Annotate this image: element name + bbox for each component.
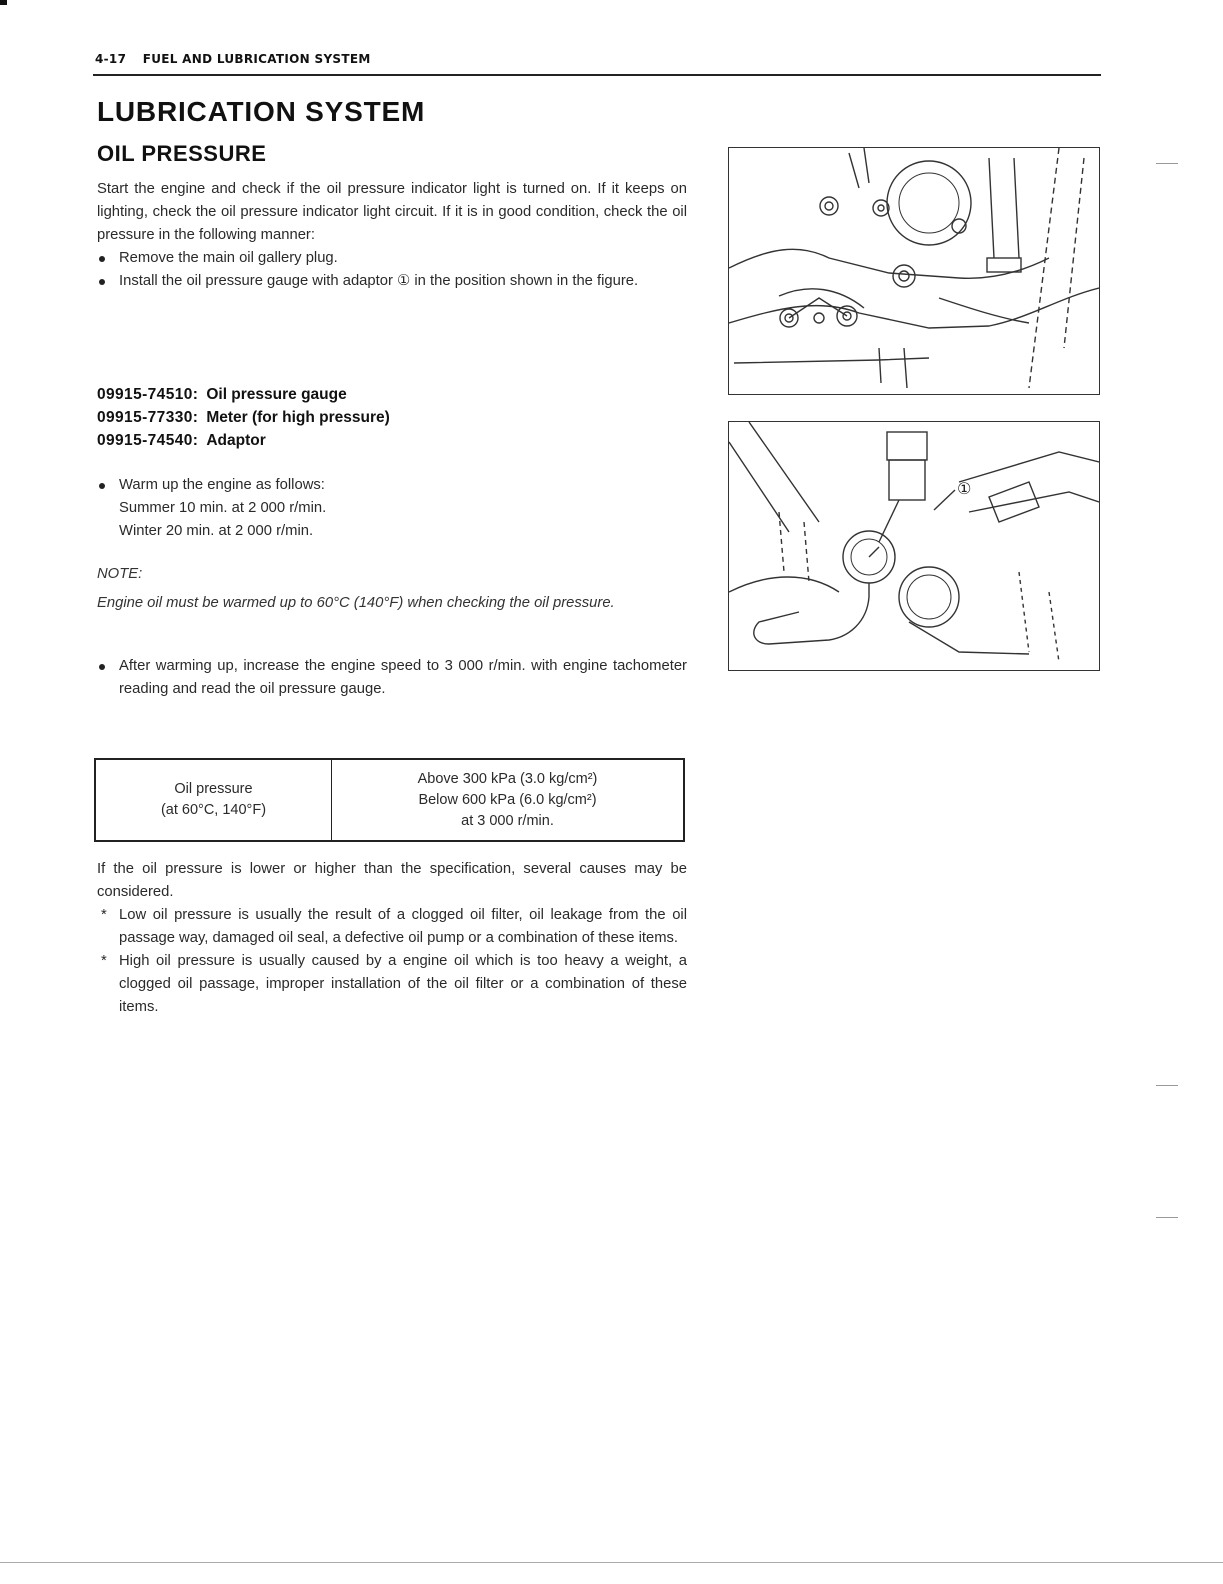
engine-case-illustration (729, 148, 1099, 394)
gauge-installation-illustration (729, 422, 1099, 670)
tool-name: Oil pressure gauge (206, 386, 347, 403)
spec-value-line: at 3 000 r/min. (461, 812, 554, 829)
causes-block (97, 858, 687, 1019)
tool-name: Meter (for high pressure) (206, 409, 390, 426)
subsection-title: OIL PRESSURE (97, 141, 267, 166)
tool-item (97, 383, 390, 406)
step-warm-up: Warm up the engine as follows: (97, 474, 687, 497)
spec-label-line: Oil pressure (174, 781, 253, 797)
cause-high-pressure: * High oil pressure is usually caused by a engine oil which is too heavy a weight, a clogged oil passage, improper installation of the oil filter or a combination of these items. (97, 950, 687, 1019)
running-title: FUEL AND LUBRICATION SYSTEM (142, 52, 371, 66)
margin-mark (1156, 1085, 1178, 1086)
warmup-list (97, 474, 687, 497)
page-corner-mark (0, 0, 7, 5)
causes-list (97, 904, 687, 1019)
warmup-block (97, 474, 687, 543)
warmup-winter: Winter 20 min. at 2 000 r/min. (119, 523, 314, 539)
oil-pressure-gauge-figure (728, 421, 1100, 671)
tool-name: Adaptor (206, 432, 266, 449)
adaptor-callout-label: ① (957, 479, 972, 498)
step-list (97, 247, 687, 293)
spec-label-cell (95, 759, 332, 841)
cause-low-pressure: * Low oil pressure is usually the result of a clogged oil filter, oil leakage from the oil passage way, damaged oil seal, a defective oil pump or a combination of these items. (97, 904, 687, 950)
spec-value-line: Below 600 kPa (6.0 kg/cm²) (418, 791, 597, 808)
page-number: 4-17 (95, 52, 127, 66)
header-rule (93, 74, 1101, 76)
tool-code: 09915-74510: (97, 386, 199, 403)
after-warmup-block (97, 655, 687, 701)
oil-pressure-spec-table (94, 758, 685, 842)
intro-paragraph: Start the engine and check if the oil pressure indicator light is turned on. If it keeps on lighting, check the oil pressure indicator light circuit. If it is in good condition, check the oil pressure in the following manner: (97, 181, 687, 243)
note-label: NOTE: (97, 566, 143, 582)
section-title: LUBRICATION SYSTEM (97, 96, 426, 127)
warmup-summer: Summer 10 min. at 2 000 r/min. (119, 500, 327, 516)
tool-item (97, 406, 390, 429)
step-install-gauge: Install the oil pressure gauge with adaptor ① in the position shown in the figure. (97, 270, 687, 293)
spec-value-line: Above 300 kPa (3.0 kg/cm²) (417, 770, 598, 787)
tool-code: 09915-77330: (97, 409, 199, 426)
bottom-rule (0, 1562, 1223, 1563)
margin-mark (1156, 163, 1178, 164)
spec-label-line: (at 60°C, 140°F) (160, 802, 267, 818)
tool-code: 09915-74540: (97, 432, 199, 449)
special-tools-list (97, 383, 390, 452)
step-read-gauge: After warming up, increase the engine speed to 3 000 r/min. with engine tachometer reading and read the oil pressure gauge. (97, 655, 687, 701)
after-warmup-list (97, 655, 687, 701)
step-remove-plug: Remove the main oil gallery plug. (97, 247, 687, 270)
running-header (95, 52, 371, 66)
intro-block (97, 178, 687, 293)
oil-gallery-plug-figure (728, 147, 1100, 395)
margin-mark (1156, 1217, 1178, 1218)
tool-item (97, 429, 390, 452)
causes-intro: If the oil pressure is lower or higher than the specification, several causes may be considered. (97, 861, 687, 900)
note-text: Engine oil must be warmed up to 60°C (140°F) when checking the oil pressure. (97, 595, 615, 611)
spec-value-cell (332, 759, 685, 841)
table-row (95, 759, 684, 841)
